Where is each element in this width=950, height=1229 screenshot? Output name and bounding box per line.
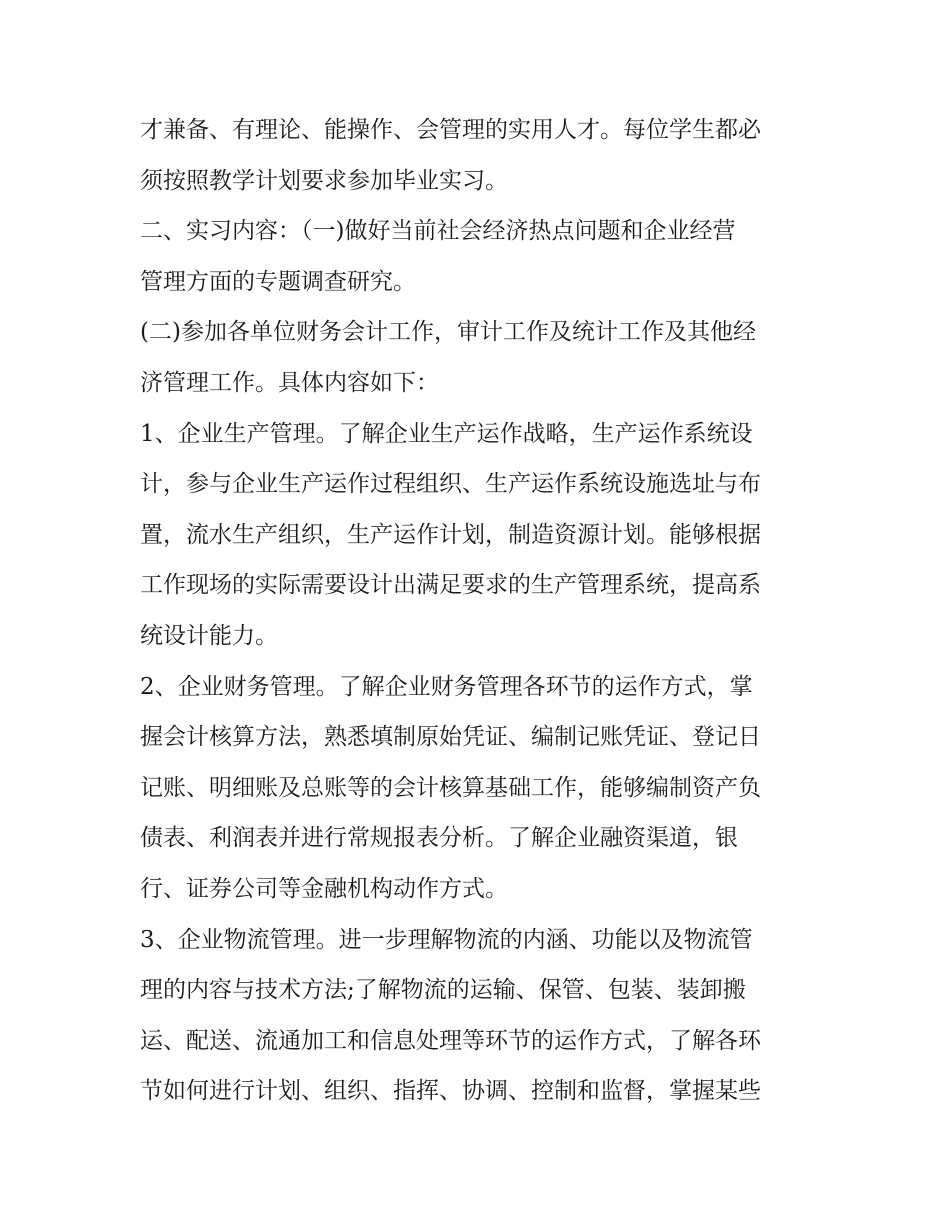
text-line: 计，参与企业生产运作过程组织、生产运作系统设施选址与布 (140, 471, 761, 498)
text-line: 济管理工作。具体内容如下： (140, 369, 439, 396)
text-line: 工作现场的实际需要设计出满足要求的生产管理系统，提高系 (140, 572, 761, 599)
body-text (140, 105, 820, 1117)
text-line: 记账、明细账及总账等的会计核算基础工作，能够编制资产负 (140, 774, 761, 801)
text-line: 理的内容与技术方法;了解物流的运输、保管、包装、装卸搬 (140, 977, 746, 1004)
section-heading-line: 二、实习内容：（一)做好当前社会经济热点问题和企业经营 (140, 218, 736, 245)
item-2-line: 2、企业财务管理。了解企业财务管理各环节的运作方式，掌 (140, 673, 753, 700)
item-1-line: 1、企业生产管理。了解企业生产运作战略，生产运作系统设 (140, 420, 753, 447)
text-line: 须按照教学计划要求参加毕业实习。 (140, 167, 508, 194)
text-line: 运、配送、流通加工和信息处理等环节的运作方式，了解各环 (140, 1027, 761, 1054)
text-line: 管理方面的专题调查研究。 (140, 268, 416, 295)
subsection-line: (二)参加各单位财务会计工作，审计工作及统计工作及其他经 (140, 319, 756, 346)
text-line: 债表、利润表并进行常规报表分析。了解企业融资渠道，银 (140, 825, 738, 852)
text-line: 统设计能力。 (140, 622, 278, 649)
text-line: 置，流水生产组织，生产运作计划，制造资源计划。能够根据 (140, 521, 761, 548)
text-line: 行、证券公司等金融机构动作方式。 (140, 875, 508, 902)
text-line: 握会计核算方法，熟悉填制原始凭证、编制记账凭证、登记日 (140, 724, 761, 751)
text-line: 节如何进行计划、组织、指挥、协调、控制和监督，掌握某些 (140, 1078, 761, 1105)
item-3-line: 3、企业物流管理。进一步理解物流的内涵、功能以及物流管 (140, 926, 753, 953)
text-line: 才兼备、有理论、能操作、会管理的实用人才。每位学生都必 (140, 117, 761, 143)
